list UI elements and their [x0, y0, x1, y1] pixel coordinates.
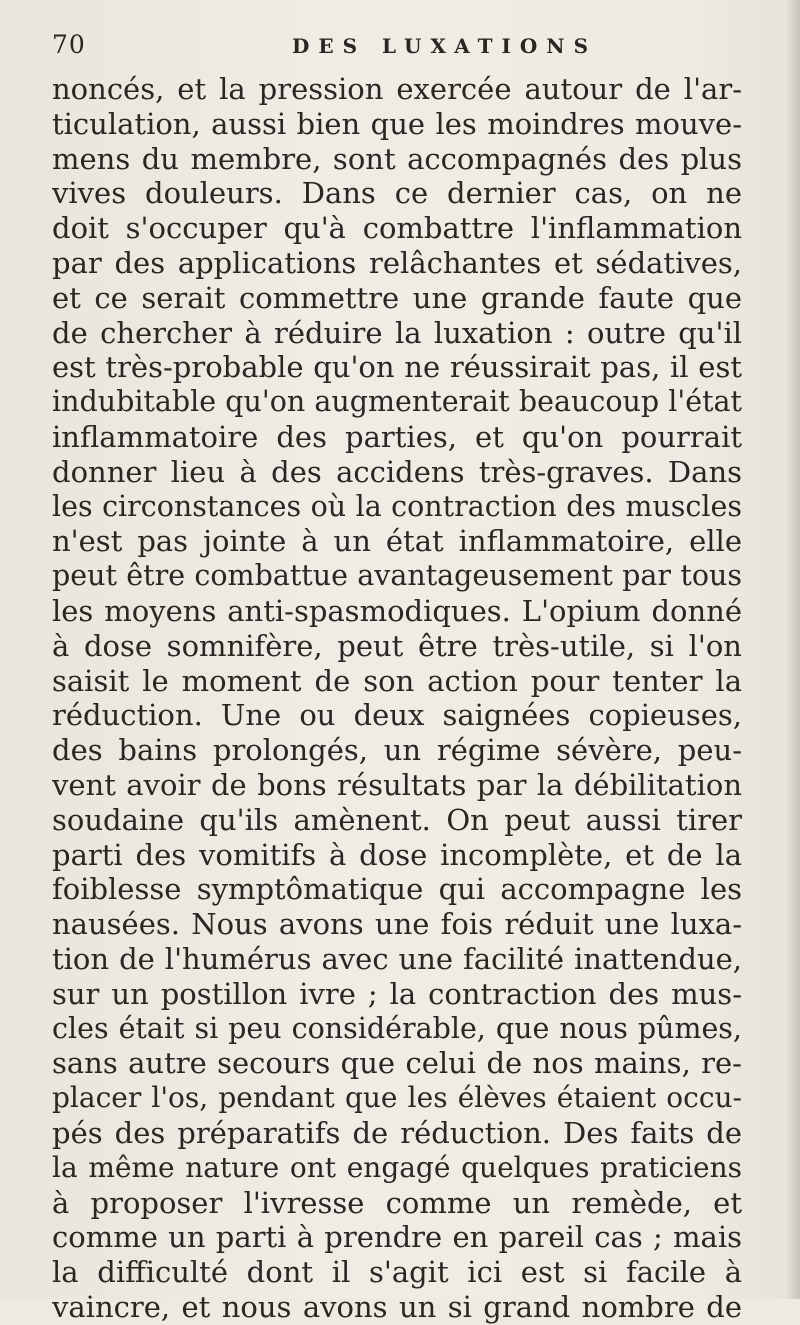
- text-line: indubitable qu'on augmenterait beaucoup l'état: [52, 385, 742, 419]
- page-header: [52, 30, 742, 64]
- text-line: noncés, et la pression exercée autour de l'ar-: [52, 72, 742, 106]
- text-line: par des applications relâchantes et sédatives,: [52, 245, 742, 280]
- text-line: réduction. Une ou deux saignées copieuses,: [52, 698, 742, 733]
- text-line: des bains prolongés, un régime sévère, peu-: [52, 733, 742, 768]
- text-line: les circonstances où la contraction des muscles: [52, 489, 742, 523]
- text-line: foiblesse symptômatique qui accompagne les: [52, 872, 742, 907]
- text-line: mens du membre, sont accompagnés des plus: [52, 141, 742, 176]
- text-line: comme un parti à prendre en pareil cas ; mais: [52, 1220, 742, 1255]
- text-line: doit s'occuper qu'à combattre l'inflammation: [52, 211, 742, 246]
- page-number: 70: [52, 30, 86, 59]
- text-line: cles était si peu considérable, que nous pûmes,: [52, 1011, 742, 1045]
- text-line: et ce serait commettre une grande faute que: [52, 280, 742, 315]
- running-title: DES LUXATIONS: [292, 34, 598, 58]
- text-line: n'est pas jointe à un état inflammatoire, elle: [52, 524, 742, 559]
- text-line: placer l'os, pendant que les élèves étaient occu-: [52, 1081, 742, 1115]
- text-line: tion de l'humérus avec une facilité inattendue,: [52, 941, 742, 976]
- text-line: de chercher à réduire la luxation : outre qu'il: [52, 315, 742, 350]
- text-line: la même nature ont engagé quelques praticiens: [52, 1150, 742, 1184]
- text-line: donner lieu à des accidens très-graves. Dans: [52, 454, 742, 489]
- text-line: inflammatoire des parties, et qu'on pourrait: [52, 419, 742, 454]
- text-line: à proposer l'ivresse comme un remède, et: [52, 1185, 742, 1220]
- page-edge-shadow: [786, 0, 800, 1299]
- text-line: les moyens anti-spasmodiques. L'opium donné: [52, 593, 742, 628]
- text-line: ticulation, aussi bien que les moindres mouve-: [52, 106, 742, 141]
- text-line: sur un postillon ivre ; la contraction des mus-: [52, 976, 742, 1011]
- text-line: sans autre secours que celui de nos mains, re-: [52, 1046, 742, 1081]
- text-line: la difficulté dont il s'agit ici est si facile à: [52, 1255, 742, 1290]
- text-line: vives douleurs. Dans ce dernier cas, on ne: [52, 176, 742, 211]
- text-line: vent avoir de bons résultats par la débilitation: [52, 767, 742, 802]
- text-line: peut être combattue avantageusement par tous: [52, 559, 742, 593]
- text-line: vaincre, et nous avons un si grand nombre de: [52, 1289, 742, 1324]
- body-text: [52, 72, 742, 1325]
- text-line: parti des vomitifs à dose incomplète, et de la: [52, 837, 742, 872]
- text-line: à dose somnifère, peut être très-utile, si l'on: [52, 628, 742, 663]
- text-line: saisit le moment de son action pour tenter la: [52, 663, 742, 698]
- text-line: soudaine qu'ils amènent. On peut aussi tirer: [52, 802, 742, 837]
- text-line: pés des préparatifs de réduction. Des faits de: [52, 1115, 742, 1150]
- text-line: nausées. Nous avons une fois réduit une luxa-: [52, 907, 742, 942]
- text-line: est très-probable qu'on ne réussirait pas, il est: [52, 350, 742, 385]
